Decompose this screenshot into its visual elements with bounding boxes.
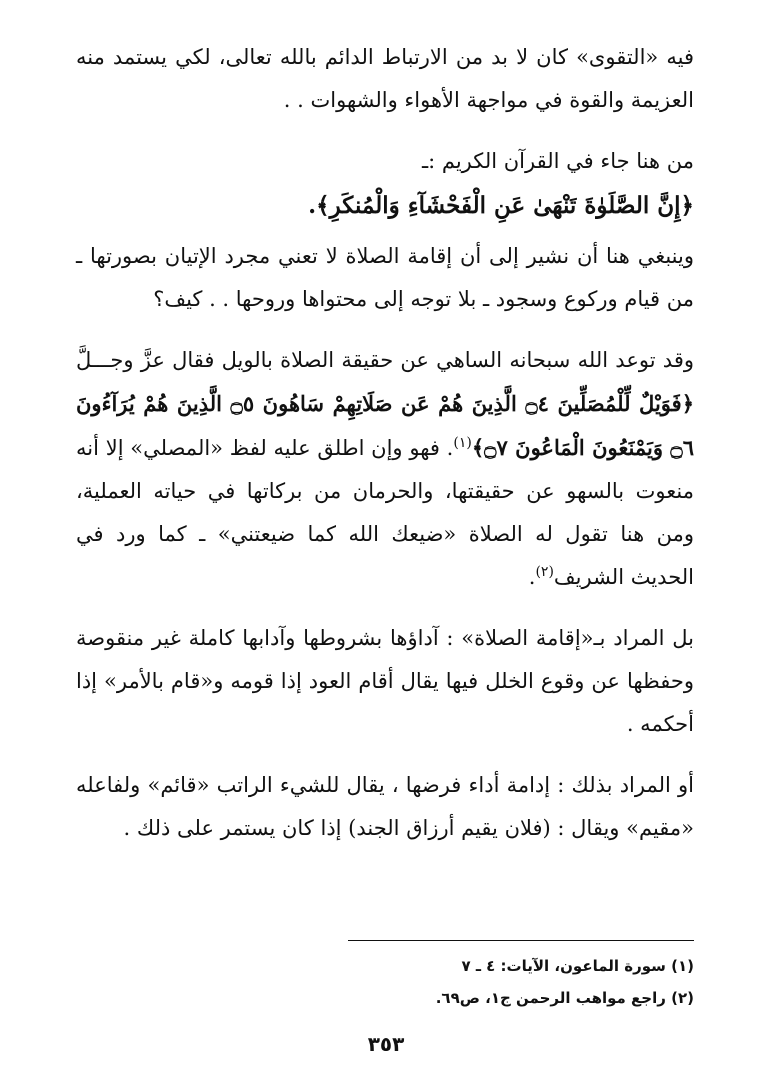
footnote-ref-2: (٢) xyxy=(535,564,554,580)
page-number: ٣٥٣ xyxy=(367,1032,405,1056)
paragraph-heedless-intro: وقد توعد الله سبحانه الساهي عن حقيقة الصلاة بالويل فقال عزَّ وجـــلَّ xyxy=(76,348,694,372)
footnote-2: (٢) راجع مواهب الرحمن ج١، ص٦٩. xyxy=(435,989,694,1007)
footnote-ref-1: (١) xyxy=(453,435,472,451)
paragraph-meaning-continuity: أو المراد بذلك : إدامة أداء فرضها ، يقال للشيء الراتب «قائم» ولفاعله «مقيم» ويقال : (فلان يقيم أرزاق الجند) إذا كان يستمر على ذلك . xyxy=(76,773,694,840)
paragraph-quran-intro: من هنا جاء في القرآن الكريم :ـ xyxy=(421,149,694,173)
footnotes xyxy=(76,950,694,1014)
paragraph-establishing-prayer: وينبغي هنا أن نشير إلى أن إقامة الصلاة لا تعني مجرد الإتيان بصورتها ـ من قيام وركوع وسجود ـ بلا توجه إلى محتواها وروحها . . كيف؟ xyxy=(76,244,694,311)
footnote-1: (١) سورة الماعون، الآيات: ٤ ـ ٧ xyxy=(461,957,694,975)
paragraph-heedless-body: . فهو وإن اطلق عليه لفظ «المصلي» إلا أنه منعوت بالسهو عن حقيقتها، والحرمان من بركاتها في حياته العملية، ومن هنا تقول له الصلاة «ضيعك الله كما ضيعتني» ـ كما ورد في الحديث الشريف xyxy=(76,436,694,589)
paragraph-meaning-iqama: بل المراد بـ«إقامة الصلاة» : آداؤها بشروطها وآدابها كاملة غير منقوصة وحفظها عن وقوع الخلل فيها يقال أقام العود إذا قومه و«قام بالأمر» إذا أحكمه . xyxy=(76,626,694,736)
quran-verse-maun: ﴿فَوَيْلٌ لِّلْمُصَلِّينَ ۝٤ الَّذِينَ هُمْ عَن صَلَاتِهِمْ سَاهُونَ ۝٥ الَّذِينَ هُمْ يُرَآءُونَ ۝٦ وَيَمْنَعُونَ الْمَاعُونَ ۝٧﴾ xyxy=(76,391,694,460)
footnote-divider xyxy=(348,940,694,941)
quran-verse-prayer: ﴿إِنَّ الصَّلَوٰةَ تَنْهَىٰ عَنِ الْفَحْشَآءِ وَالْمُنكَرِ﴾. xyxy=(308,192,694,219)
paragraph-heedless-end: . xyxy=(528,565,536,589)
paragraph-heedless xyxy=(76,339,694,599)
paragraph-taqwa: فيه «التقوى» كان لا بد من الارتباط الدائم بالله تعالى، لكي يستمد منه العزيمة والقوة في مواجهة الأهواء والشهوات . . xyxy=(76,45,694,112)
